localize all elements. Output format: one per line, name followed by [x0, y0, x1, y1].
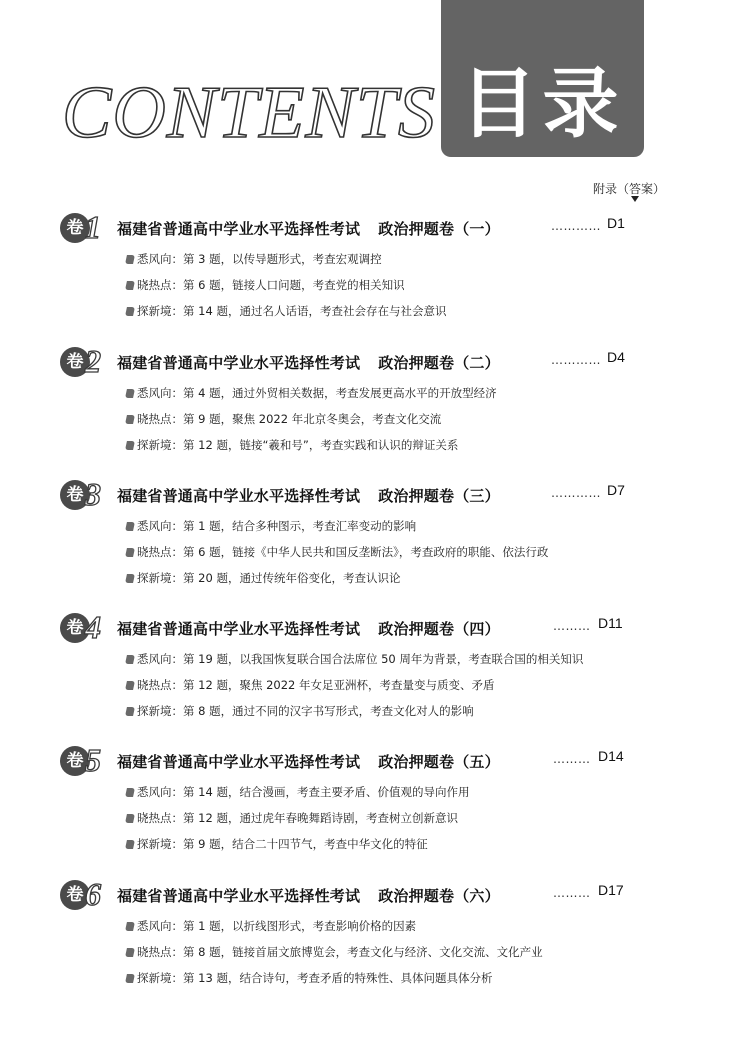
badge-number: 1: [85, 209, 101, 245]
list-item: [126, 702, 474, 720]
leaf-icon: [125, 281, 135, 290]
section-title-sub: 政治押题卷（三）: [378, 487, 500, 505]
leaf-icon: [125, 415, 135, 424]
leaf-icon: [125, 522, 135, 531]
list-item: [126, 276, 405, 294]
list-item: [126, 436, 458, 454]
appendix-answer-note: 附录（答案）: [593, 182, 666, 196]
page-number: D11: [598, 615, 623, 631]
volume-badge: [60, 209, 110, 245]
section-title: [117, 618, 500, 639]
volume-badge: [60, 742, 110, 778]
section-title-main: 福建省普通高中学业水平选择性考试: [117, 487, 361, 505]
leaf-icon: [125, 681, 135, 690]
leaf-icon: [125, 788, 135, 797]
leaf-icon: [125, 255, 135, 264]
list-item-text: 晓热点：第 6 题，链接人口问题，考查党的相关知识: [137, 278, 405, 292]
list-item-text: 探新境：第 14 题，通过名人话语，考查社会存在与社会意识: [137, 304, 447, 318]
section-title-sub: 政治押题卷（一）: [378, 220, 500, 238]
dot-leader: ………: [553, 886, 591, 900]
page-number: D17: [598, 882, 624, 898]
leaf-icon: [125, 974, 135, 983]
list-item: [126, 917, 416, 935]
toc-section: [0, 742, 749, 856]
list-item-text: 探新境：第 9 题，结合二十四节气，考查中华文化的特征: [137, 837, 428, 851]
list-item: [126, 943, 543, 961]
section-title-main: 福建省普通高中学业水平选择性考试: [117, 620, 361, 638]
section-title-sub: 政治押题卷（二）: [378, 354, 500, 372]
section-title: [117, 751, 500, 772]
toc-section: [0, 876, 749, 990]
dot-leader: …………: [551, 486, 601, 500]
badge-number: 2: [85, 343, 101, 379]
section-title: [117, 352, 500, 373]
list-item-text: 悉风向：第 3 题，以传导题形式，考查宏观调控: [137, 252, 382, 266]
list-item: [126, 676, 495, 694]
list-item-text: 悉风向：第 1 题，结合多种图示，考查汇率变动的影响: [137, 519, 417, 533]
list-item: [126, 650, 583, 668]
volume-badge: [60, 876, 110, 912]
list-item-text: 探新境：第 20 题，通过传统年俗变化，考查认识论: [137, 571, 401, 585]
leaf-icon: [125, 707, 135, 716]
list-item-text: 探新境：第 12 题，链接“羲和号”，考查实践和认识的辩证关系: [137, 438, 459, 452]
leaf-icon: [125, 441, 135, 450]
leaf-icon: [125, 307, 135, 316]
volume-badge: [60, 476, 110, 512]
page-number: D7: [607, 482, 625, 498]
list-item: [126, 543, 548, 561]
section-title-main: 福建省普通高中学业水平选择性考试: [117, 354, 361, 372]
leaf-icon: [125, 814, 135, 823]
header-title-box: [441, 0, 644, 157]
dot-leader: ………: [553, 752, 591, 766]
list-item-text: 晓热点：第 9 题，聚焦 2022 年北京冬奥会，考查文化交流: [137, 412, 442, 426]
section-title-sub: 政治押题卷（六）: [378, 887, 500, 905]
list-item-text: 悉风向：第 1 题，以折线图形式，考查影响价格的因素: [137, 919, 417, 933]
list-item-text: 探新境：第 13 题，结合诗句，考查矛盾的特殊性、具体问题具体分析: [137, 971, 493, 985]
toc-section: [0, 476, 749, 590]
section-title: [117, 218, 500, 239]
list-item-text: 晓热点：第 8 题，链接首届文旅博览会，考查文化与经济、文化交流、文化产业: [137, 945, 543, 959]
section-title-main: 福建省普通高中学业水平选择性考试: [117, 753, 361, 771]
list-item: [126, 969, 492, 987]
section-title-main: 福建省普通高中学业水平选择性考试: [117, 220, 361, 238]
section-title-sub: 政治押题卷（四）: [378, 620, 500, 638]
list-item: [126, 410, 441, 428]
toc-section: [0, 343, 749, 457]
list-item-text: 探新境：第 8 题，通过不同的汉字书写形式，考查文化对人的影响: [137, 704, 474, 718]
toc-section: [0, 609, 749, 723]
down-arrow-icon: [631, 196, 639, 202]
list-item: [126, 517, 416, 535]
section-title-main: 福建省普通高中学业水平选择性考试: [117, 887, 361, 905]
section-title: [117, 885, 500, 906]
list-item: [126, 809, 458, 827]
badge-number: 3: [85, 476, 101, 512]
leaf-icon: [125, 574, 135, 583]
leaf-icon: [125, 389, 135, 398]
dot-leader: …………: [551, 219, 601, 233]
leaf-icon: [125, 922, 135, 931]
page-number: D14: [598, 748, 624, 764]
badge-char: 卷: [66, 352, 84, 372]
list-item-text: 悉风向：第 14 题，结合漫画，考查主要矛盾、价值观的导向作用: [137, 785, 470, 799]
toc-section: [0, 209, 749, 323]
badge-number: 6: [85, 876, 101, 912]
badge-char: 卷: [66, 218, 84, 238]
section-title-sub: 政治押题卷（五）: [378, 753, 500, 771]
badge-char: 卷: [66, 885, 84, 905]
contents-english-title: CONTENTS: [62, 72, 437, 154]
list-item: [126, 250, 382, 268]
list-item: [126, 302, 446, 320]
list-item-text: 悉风向：第 19 题，以我国恢复联合国合法席位 50 周年为背景，考查联合国的相关知识: [137, 652, 584, 666]
page-number: D4: [607, 349, 625, 365]
contents-chinese-title: 目录: [460, 59, 625, 148]
volume-badge: [60, 343, 110, 379]
section-title: [117, 485, 500, 506]
badge-number: 5: [85, 742, 101, 778]
leaf-icon: [125, 548, 135, 557]
list-item-text: 晓热点：第 12 题，聚焦 2022 年女足亚洲杯，考查量变与质变、矛盾: [137, 678, 495, 692]
dot-leader: …………: [551, 353, 601, 367]
list-item: [126, 835, 428, 853]
badge-char: 卷: [66, 751, 84, 771]
badge-char: 卷: [66, 618, 84, 638]
leaf-icon: [125, 948, 135, 957]
badge-number: 4: [85, 609, 101, 645]
list-item: [126, 783, 469, 801]
leaf-icon: [125, 840, 135, 849]
list-item: [126, 384, 497, 402]
list-item-text: 晓热点：第 6 题，链接《中华人民共和国反垄断法》，考查政府的职能、依法行政: [137, 545, 549, 559]
volume-badge: [60, 609, 110, 645]
list-item: [126, 569, 400, 587]
list-item-text: 晓热点：第 12 题，通过虎年春晚舞蹈诗剧，考查树立创新意识: [137, 811, 458, 825]
dot-leader: ………: [553, 619, 591, 633]
list-item-text: 悉风向：第 4 题，通过外贸相关数据，考查发展更高水平的开放型经济: [137, 386, 497, 400]
leaf-icon: [125, 655, 135, 664]
badge-char: 卷: [66, 485, 84, 505]
page-number: D1: [607, 215, 625, 231]
